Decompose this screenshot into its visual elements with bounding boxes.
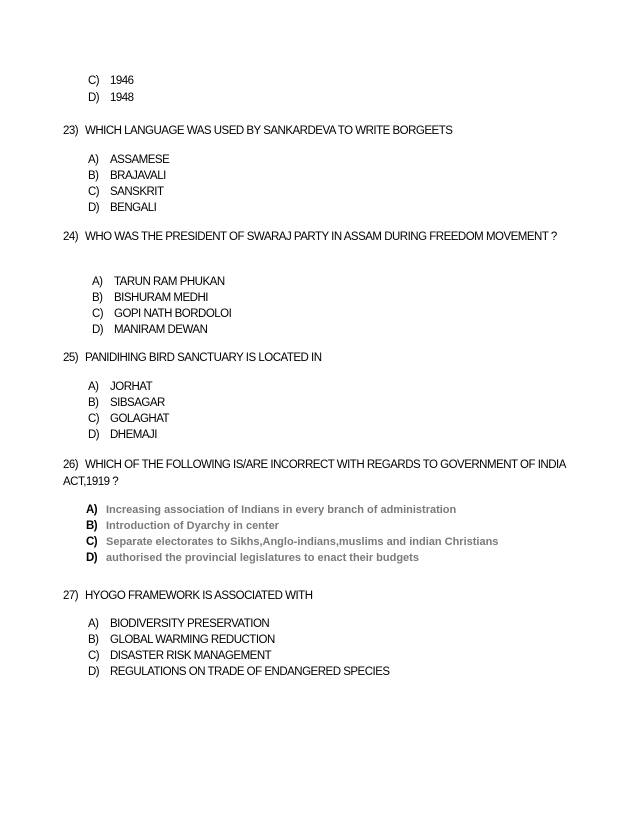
option-c-prev: C) 1946 xyxy=(88,75,134,87)
q26-option-d: D) authorised the provincial legislatures to enact their budgets xyxy=(86,552,419,564)
q25-option-c: C) GOLAGHAT xyxy=(88,413,170,425)
q27-option-b: B) GLOBAL WARMING REDUCTION xyxy=(88,634,275,646)
q25-option-a: A) JORHAT xyxy=(88,381,153,393)
q27-option-d: D) REGULATIONS ON TRADE OF ENDANGERED SPECIES xyxy=(88,666,390,678)
question-25: 25) PANIDIHING BIRD SANCTUARY IS LOCATED IN xyxy=(63,352,322,364)
q24-option-d: D) MANIRAM DEWAN xyxy=(92,324,208,336)
q25-option-b: B) SIBSAGAR xyxy=(88,397,165,409)
q23-option-c: C) SANSKRIT xyxy=(88,186,164,198)
q27-option-c: C) DISASTER RISK MANAGEMENT xyxy=(88,650,272,662)
q26-option-c: C) Separate electorates to Sikhs,Anglo-indians,muslims and indian Christians xyxy=(86,536,499,548)
q23-option-d: D) BENGALI xyxy=(88,202,157,214)
option-d-prev: D) 1948 xyxy=(88,92,134,104)
q23-option-b: B) BRAJAVALI xyxy=(88,170,166,182)
question-24: 24) WHO WAS THE PRESIDENT OF SWARAJ PARTY IN ASSAM DURING FREEDOM MOVEMENT ? xyxy=(63,231,557,243)
q26-option-a: A) Increasing association of Indians in every branch of administration xyxy=(86,504,457,516)
question-23: 23) WHICH LANGUAGE WAS USED BY SANKARDEVA TO WRITE BORGEETS xyxy=(63,125,453,137)
q23-option-a: A) ASSAMESE xyxy=(88,154,170,166)
question-27: 27) HYOGO FRAMEWORK IS ASSOCIATED WITH xyxy=(63,590,313,602)
q25-option-d: D) DHEMAJI xyxy=(88,429,157,441)
question-26: 26) WHICH OF THE FOLLOWING IS/ARE INCORRECT WITH REGARDS TO GOVERNMENT OF INDIA ACT,1919 ? xyxy=(63,459,566,488)
q26-option-b: B) Introduction of Dyarchy in center xyxy=(86,520,279,532)
q24-option-b: B) BISHURAM MEDHI xyxy=(92,292,208,304)
q24-option-a: A) TARUN RAM PHUKAN xyxy=(92,276,225,288)
q27-option-a: A) BIODIVERSITY PRESERVATION xyxy=(88,618,270,630)
q24-option-c: C) GOPI NATH BORDOLOI xyxy=(92,308,232,320)
